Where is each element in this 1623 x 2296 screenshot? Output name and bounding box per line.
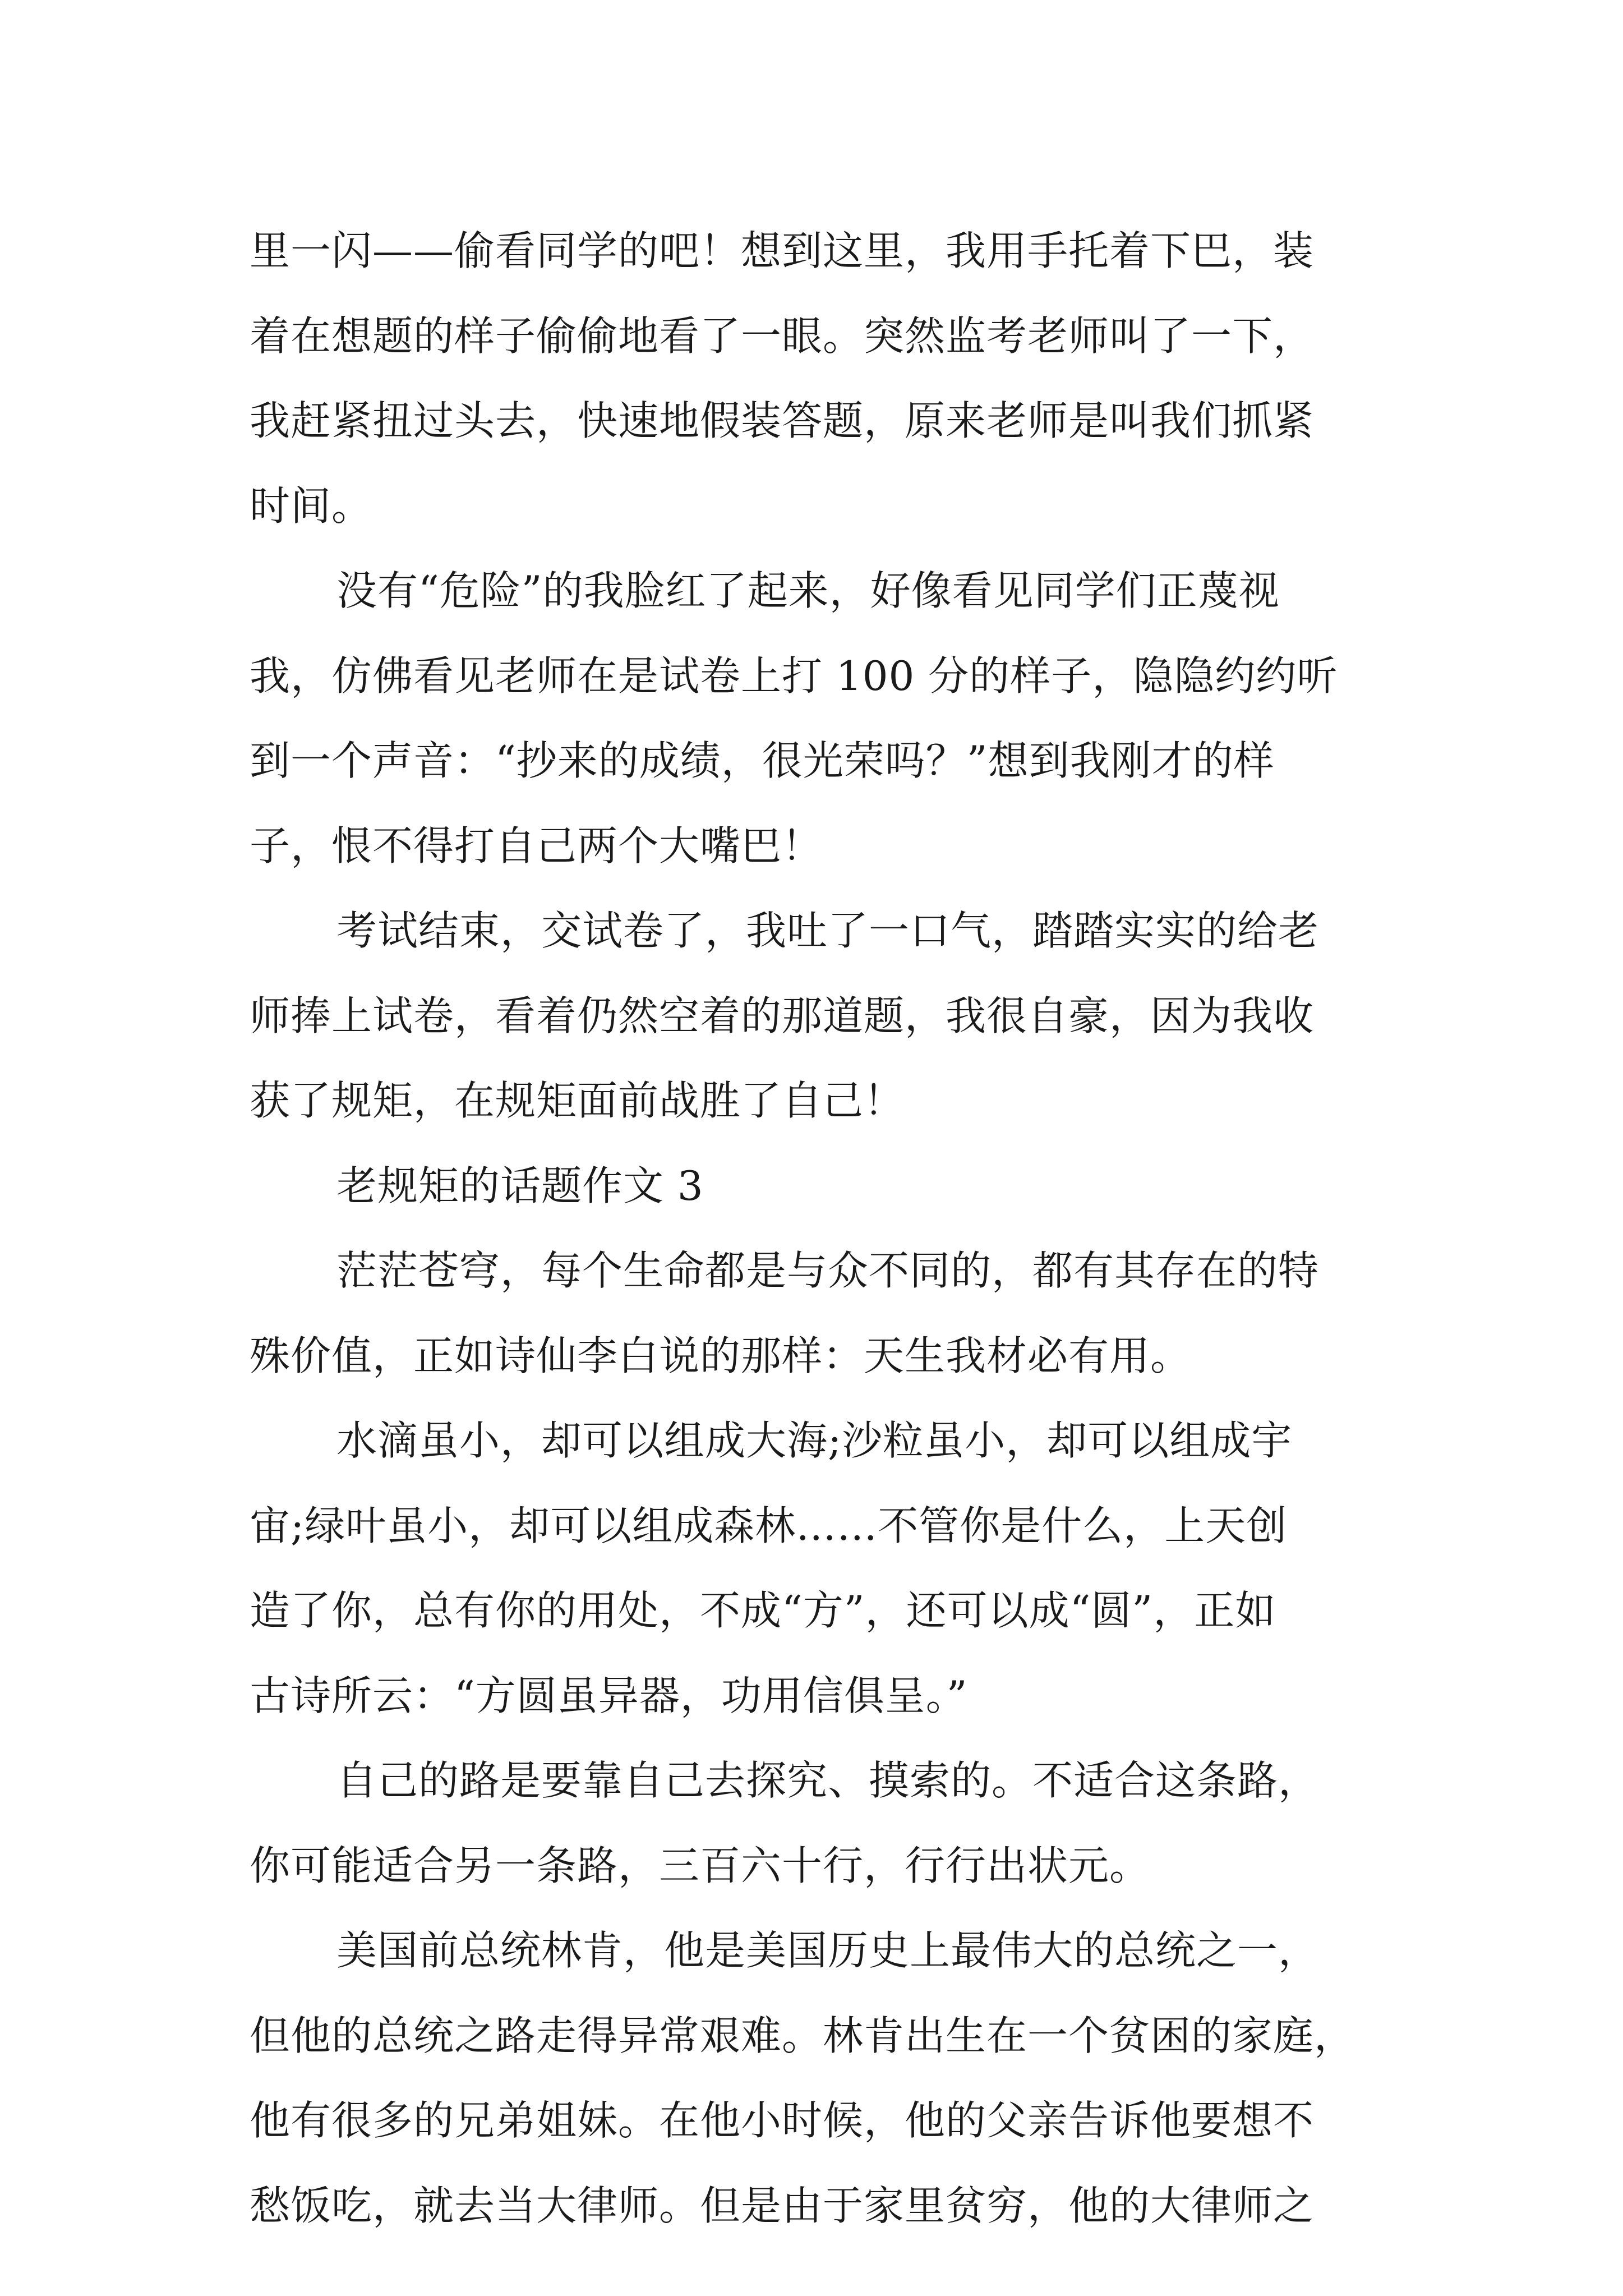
paragraph-first-line: 茫茫苍穹，每个生命都是与众不同的，都有其存在的特: [336, 1247, 1320, 1294]
text-line: 子，恨不得打自己两个大嘴巴！: [250, 822, 823, 869]
paragraph-first-line: 自己的路是要靠自己去探究、摸索的。不适合这条路，: [336, 1757, 1320, 1804]
text-line: 古诗所云：“方圆虽异器，功用信俱呈。”: [250, 1672, 968, 1719]
text-line: 殊价值，正如诗仙李白说的那样：天生我材必有用。: [250, 1332, 1192, 1379]
text-line: 我，仿佛看见老师在是试卷上打 100 分的样子，隐隐约约听: [250, 652, 1338, 700]
text-line: 获了规矩，在规矩面前战胜了自己！: [250, 1077, 905, 1124]
text-line: 我赶紧扭过头去，快速地假装答题，原来老师是叫我们抓紧: [250, 397, 1315, 444]
text-line: 造了你，总有你的用处，不成“方”，还可以成“圆”，正如: [250, 1587, 1276, 1634]
text-line: 时间。: [250, 482, 373, 530]
text-line: 宙;绿叶虽小，却可以组成森林……不管你是什么，上天创: [250, 1502, 1288, 1549]
section-heading: 老规矩的话题作文 3: [336, 1162, 704, 1209]
paragraph-first-line: 水滴虽小，却可以组成大海;沙粒虽小，却可以组成宇: [336, 1417, 1293, 1464]
text-line: 你可能适合另一条路，三百六十行，行行出状元。: [250, 1842, 1151, 1889]
paragraph-first-line: 没有“危险”的我脸红了起来，好像看见同学们正蔑视: [336, 567, 1280, 614]
text-line: 愁饭吃，就去当大律师。但是由于家里贫穷，他的大律师之: [250, 2182, 1315, 2229]
text-line: 里一闪——偷看同学的吧！想到这里，我用手托着下巴，装: [250, 227, 1315, 274]
paragraph-first-line: 考试结束，交试卷了，我吐了一口气，踏踏实实的给老: [336, 907, 1320, 954]
text-line: 到一个声音：“抄来的成绩，很光荣吗？”想到我刚才的样: [250, 737, 1275, 784]
text-line: 他有很多的兄弟姐妹。在他小时候，他的父亲告诉他要想不: [250, 2097, 1315, 2144]
paragraph-first-line: 美国前总统林肯，他是美国历史上最伟大的总统之一，: [336, 1927, 1320, 1974]
text-line: 但他的总统之路走得异常艰难。林肯出生在一个贫困的家庭，: [250, 2012, 1355, 2059]
text-line: 着在想题的样子偷偷地看了一眼。突然监考老师叫了一下，: [250, 312, 1315, 360]
document-body: [250, 209, 1394, 2248]
text-line: 师捧上试卷，看着仍然空着的那道题，我很自豪，因为我收: [250, 992, 1315, 1039]
